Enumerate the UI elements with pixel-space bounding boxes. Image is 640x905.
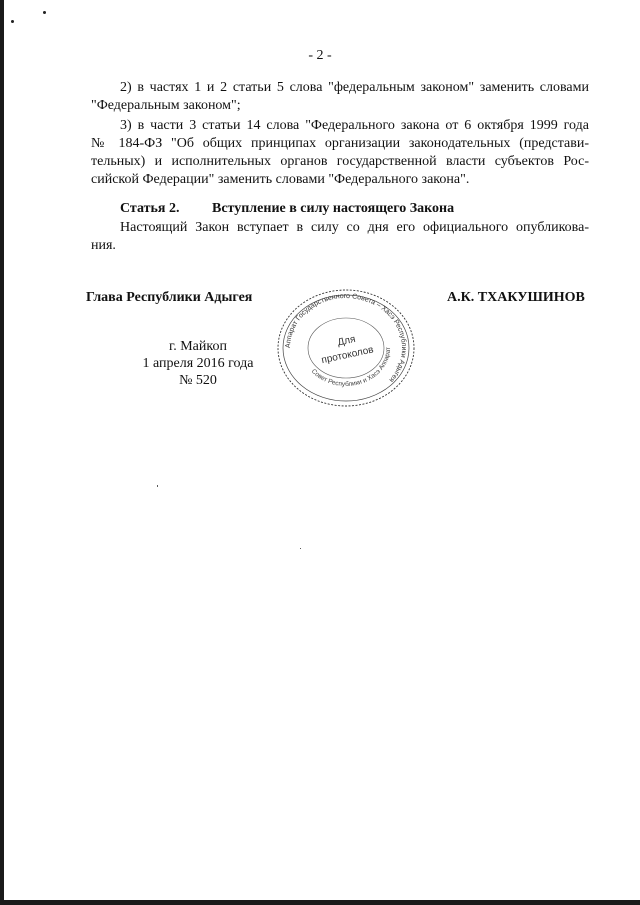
signatory-name: А.К. ТХАКУШИНОВ [447, 290, 585, 305]
paragraph-line: 2) в частях 1 и 2 статьи 5 слова "федеральным законом" заменить словами [120, 80, 589, 95]
stamp-outer-text: Аппарат Государственного Совета – Хасэ Республики Адыгея [284, 292, 408, 384]
stamp-center-line2: протоколов [320, 344, 375, 367]
page-number: - 2 - [308, 48, 332, 63]
stamp-center-line1: Для [336, 333, 357, 349]
paragraph-line: № 184-ФЗ "Об общих принципах организации законодательных (представи- [91, 136, 589, 151]
scan-speck [43, 11, 46, 14]
paragraph-line: ния. [91, 238, 116, 253]
scan-speck [157, 485, 158, 487]
article-number: Статья 2. [120, 201, 180, 216]
law-number: № 520 [179, 373, 217, 388]
scan-speck [11, 20, 14, 23]
scan-bottom-edge [0, 900, 640, 905]
paragraph-line: 3) в части 3 статьи 14 слова "Федерального закона от 6 октября 1999 года [120, 118, 589, 133]
official-stamp [275, 288, 417, 408]
scan-left-edge [0, 0, 4, 905]
issue-date: 1 апреля 2016 года [142, 356, 254, 371]
paragraph-item-3 [91, 117, 589, 189]
article-heading [120, 201, 454, 217]
paragraph-line: сийской Федерации" заменить словами "Федерального закона". [91, 172, 470, 187]
article-body [91, 219, 589, 255]
signatory-position: Глава Республики Адыгея [86, 290, 253, 305]
issue-city: г. Майкоп [169, 339, 227, 354]
scan-speck [300, 548, 301, 549]
paragraph-line: тельных) и исполнительных органов государственной власти субъектов Рос- [91, 154, 589, 169]
paragraph-item-2 [91, 79, 589, 115]
article-title: Вступление в силу настоящего Закона [212, 201, 455, 216]
paragraph-line: "Федеральным законом"; [91, 98, 241, 113]
stamp-inner-text: Совет Республики и Хасэ Аппарат [309, 347, 393, 389]
issue-details [138, 338, 258, 389]
paragraph-line: Настоящий Закон вступает в силу со дня его официального опубликова- [120, 220, 589, 235]
